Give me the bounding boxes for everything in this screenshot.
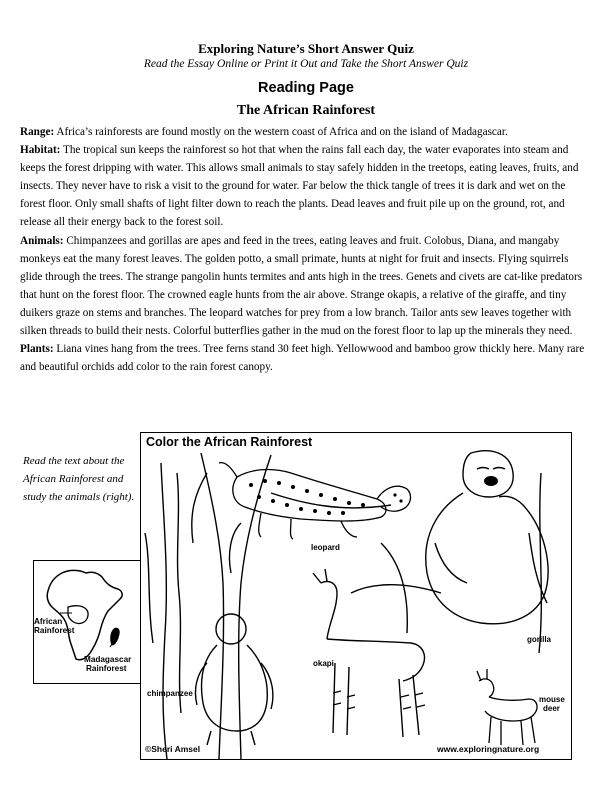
plants-text: Liana vines hang from the trees. Tree ferns stand 30 feet high. Yellowwood and bamboo grow thickly here. Many rare and beautiful orchids add color to the rain forest canopy.	[20, 343, 585, 374]
reading-page-heading: Reading Page	[258, 80, 354, 96]
website-credit: www.exploringnature.org	[437, 744, 540, 754]
label-leopard: leopard	[311, 543, 340, 552]
chimpanzee-icon	[195, 614, 272, 745]
label-deer: deer	[543, 704, 560, 713]
map-label-madagascar: Madagascar	[84, 655, 132, 664]
label-gorilla: gorilla	[527, 635, 552, 644]
coloring-title: Color the African Rainforest	[146, 435, 313, 449]
quiz-title: Exploring Nature’s Short Answer Quiz	[198, 41, 414, 56]
mouse-deer-icon	[477, 669, 537, 745]
essay-title: The African Rainforest	[236, 103, 376, 118]
side-note: Read the text about the African Rainforest and study the animals (right).	[23, 455, 135, 503]
leopard-icon	[219, 463, 410, 539]
range-text: Africa’s rainforests are found mostly on the western coast of Africa and on the island of Madagascar.	[54, 126, 508, 138]
habitat-text: The tropical sun keeps the rainforest so hot that when the rains fall each day, the water evaporates into steam and keeps the forest dripping with water. This allows small animals to stay safely hidden in the treetops, eating leaves, fruits, and insects. They never have to risk a visit to the ground for water. Far below the thick tangle of trees it is dark and wet on the forest floor. Only small shafts of light filter down to reach the plants. Dead leaves and fruit pile up on the ground, rot, and release all their energy back to the forest soil.	[20, 144, 579, 229]
plants-paragraph	[20, 340, 592, 376]
map-label-rainforest: Rainforest	[34, 626, 75, 635]
tree-icon	[145, 453, 541, 759]
animals-paragraph	[20, 232, 592, 341]
habitat-label: Habitat:	[20, 144, 61, 157]
copyright-credit: ©Sheri Amsel	[145, 744, 201, 754]
gorilla-face-icon	[484, 476, 498, 486]
range-label: Range:	[20, 126, 55, 138]
coloring-panel	[140, 432, 572, 760]
label-okapi: okapi	[313, 659, 334, 668]
animals-label: Animals:	[20, 234, 64, 247]
label-mouse: mouse	[539, 695, 565, 704]
quiz-subtitle: Read the Essay Online or Print it Out and Take the Short Answer Quiz	[143, 58, 469, 70]
okapi-stripes-icon	[333, 691, 425, 709]
map-label-african: African	[34, 617, 63, 626]
map-label-madagascar-rainforest: Rainforest	[86, 664, 127, 673]
habitat-paragraph	[20, 141, 592, 231]
okapi-icon	[313, 569, 425, 737]
animals-text: Chimpanzees and gorillas are apes and feed in the trees, eating leaves and fruit. Colobus, Diana, and mangaby monkeys eat the many forest leaves. The golden potto, a small primate, hunts at night for fruit and insects. Flying squirrels glide through the trees. The strange pangolin hunts termites and ants high in the trees. Genets and civets are cat-like predators that hunt on the forest floor. The crowned eagle hunts from the air above. Strange okapis, a relative of the giraffe, and tiny duikers graze on stems and branches. The leopard watches for prey from a low branch. Tailor ants sew leaves together with silken threads to build their nests. Colorful butterflies gather in the mud on the forest floor to lap up the minerals they need.	[20, 234, 583, 338]
plants-label: Plants:	[20, 343, 54, 356]
gorilla-icon	[426, 451, 548, 624]
label-chimpanzee: chimpanzee	[147, 689, 193, 698]
quiz-header	[0, 40, 612, 72]
africa-map	[33, 560, 143, 684]
range-paragraph	[20, 123, 592, 141]
rainforest-drawing	[141, 433, 571, 759]
essay-body	[20, 123, 592, 376]
